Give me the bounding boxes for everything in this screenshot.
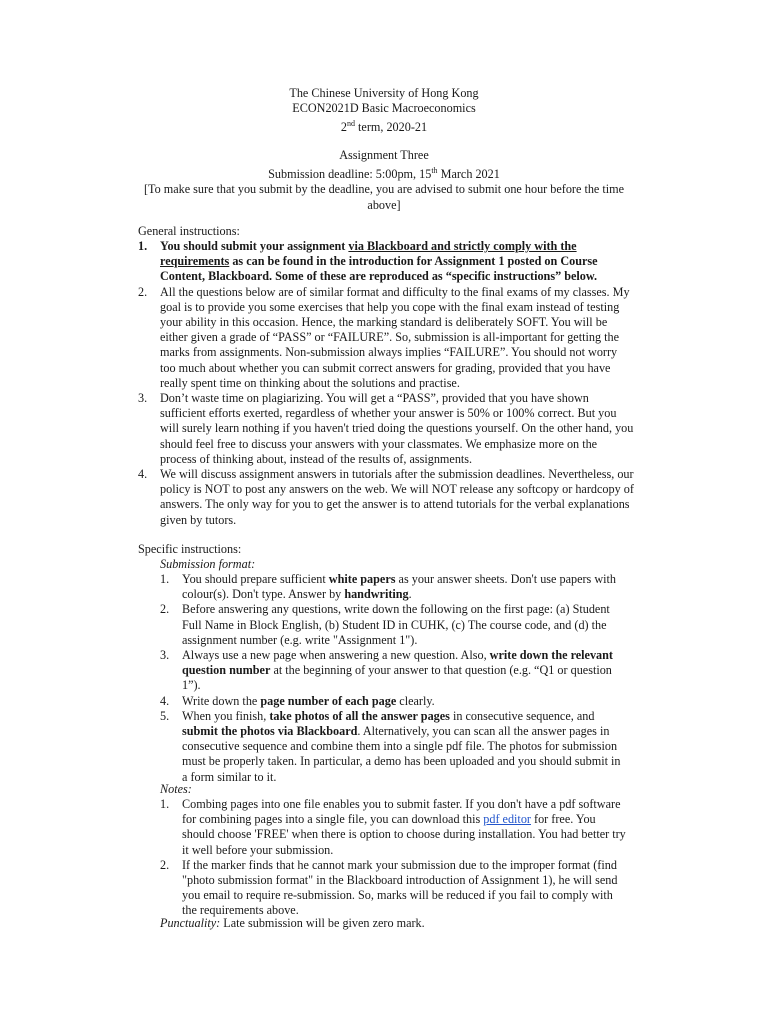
list-item: 1. You should submit your assignment via Blackboard and strictly comply with the requirements as can be found in the introduction for Assignment 1 posted on Course Content, Blackboard. Some of these are reproduced as “specific instructions” below.	[138, 239, 598, 284]
assignment-info	[0, 148, 768, 213]
list-item: 4. We will discuss assignment answers in tutorials after the submission deadlines. Nevertheless, our policy is NOT to post any answers on the web. We will NOT release any softcopy or hardcopy of answers. The only way for you to get the answer is to attend tutorials for the verbal explanations given by tutors.	[138, 467, 634, 527]
assignment-title: Assignment Three	[339, 148, 429, 162]
document-header	[0, 86, 768, 136]
pdf-editor-link[interactable]: pdf editor	[483, 812, 531, 827]
list-item: 3. Always use a new page when answering a new question. Also, write down the relevant question number at the beginning of your answer to that question (e.g. “Q1 or question 1”).	[160, 648, 613, 693]
list-item: 2. All the questions below are of similar format and difficulty to the final exams of my classes. My goal is to provide you some exercises that help you cope with the final exam instead of testing your ability in this occasion. Hence, the marking standard is deliberately SOFT. You will be either given a grade of “PASS” or “FAILURE”. So, submission is all-important for getting the marks from assignments. Non-submission always implies “FAILURE”. You should not worry too much about whether you can submit correct answers for grading, provided that you have really spent time on thinking about the solutions and practise.	[138, 284, 630, 390]
notes-list	[160, 797, 628, 919]
submission-deadline: Submission deadline: 5:00pm, 15th March 2021	[268, 166, 500, 182]
list-item: 3. Don’t waste time on plagiarizing. You will get a “PASS”, provided that you have shown sufficient efforts exerted, regardless of whether your answer is 50% or 100% correct. But you will surely learn nothing if you haven't tried doing the questions yourself. On the other hand, you should feel free to discuss your answers with your classmates. We emphasize more on the process of thinking about, instead of the results of, assignments.	[138, 391, 634, 466]
general-instructions-list	[138, 239, 634, 528]
punctuality-note: Punctuality: Late submission will be given zero mark.	[160, 916, 425, 930]
university-name: The Chinese University of Hong Kong	[289, 86, 479, 100]
course-title: ECON2021D Basic Macroeconomics	[292, 101, 476, 116]
term-line: 2nd term, 2020-21	[340, 119, 428, 135]
notes-heading: Notes:	[160, 782, 192, 796]
specific-instructions-title: Specific instructions:	[138, 542, 242, 556]
list-item: 2. Before answering any questions, write down the following on the first page: (a) Student Full Name in Block English, (b) Student ID in CUHK, (c) The course code, and (d) the assignment number (e.g. write "Assignment 1").	[160, 602, 610, 647]
list-item: 5. When you finish, take photos of all the answer pages in consecutive sequence, and submit the photos via Blackboard. Alternatively, you can scan all the answer pages in consecutive sequence and combine them into a single pdf file. The photos for submission must be properly taken. In particular, a demo has been uploaded and you should submit in a form similar to it.	[160, 708, 621, 784]
list-item: 1. You should prepare sufficient white papers as your answer sheets. Don't use papers with colour(s). Don't type. Answer by handwriting.	[160, 572, 617, 602]
blackboard-requirement: via Blackboard and strictly comply with the requirements	[160, 239, 577, 269]
general-instructions-title: General instructions:	[138, 224, 240, 238]
list-item: 2. If the marker finds that he cannot mark your submission due to the improper format (find "photo submission format" in the Blackboard introduction of Assignment 1), he will send you email to require re-submission. So, marks will be reduced if you fail to comply with the requirements above.	[160, 857, 618, 918]
list-item: 4. Write down the page number of each page clearly.	[160, 693, 435, 708]
submission-format-list	[160, 572, 628, 785]
list-item: 1. Combing pages into one file enables you to submit faster. If you don't have a pdf software for combining pages into a single file, you can download this pdf editor for free. You should choose 'FREE' when there is option to choose during installation. You had better try it well before your submission.	[160, 797, 626, 857]
deadline-advice: [To make sure that you submit by the deadline, you are advised to submit one hour before the time above]	[143, 182, 625, 212]
submission-format-heading: Submission format:	[160, 557, 256, 571]
